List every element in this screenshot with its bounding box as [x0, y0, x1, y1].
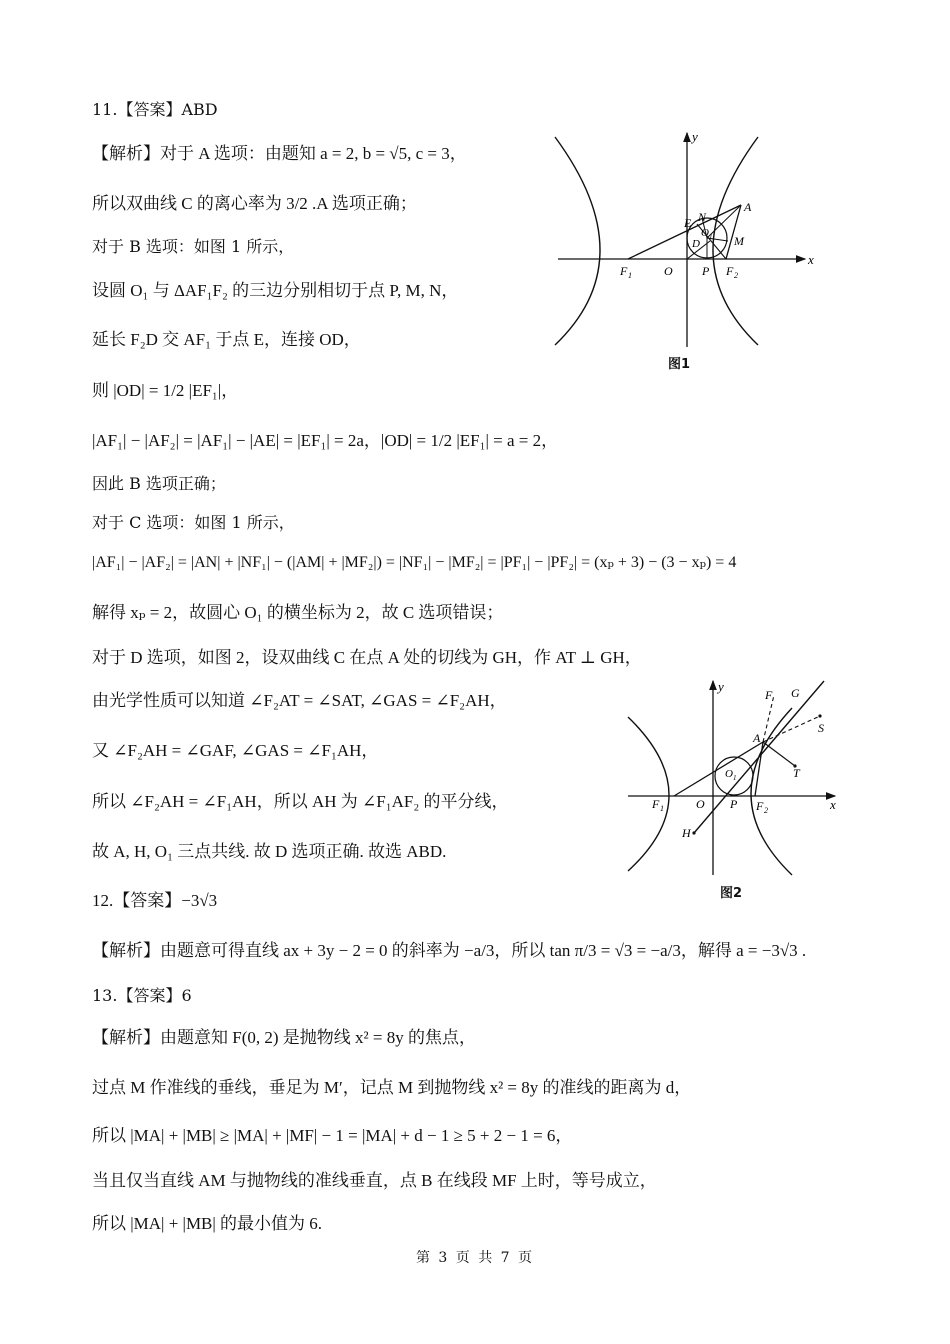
- figure-2-hyperbola: [622, 673, 844, 878]
- fig1-label-f2-sub: 2: [734, 271, 738, 280]
- fig1-label-m: M: [734, 234, 744, 248]
- solution-11-eccentricity: 所以双曲线 C 的离心率为 3/2 .A 选项正确；: [92, 194, 417, 213]
- fig2-label-f1: F: [652, 797, 660, 811]
- solution-11-bisector: 所以 ∠F₂AH = ∠F₁AH，所以 AH 为 ∠F₁AF₂ 的平分线，: [92, 792, 509, 811]
- fig2-label-f2: F: [756, 799, 764, 813]
- solution-13-inequality: 所以 |MA| + |MB| ≥ |MA| + |MF| − 1 = |MA| + d − 1 ≥ 5 + 2 − 1 = 6，: [92, 1126, 573, 1145]
- figure-2-caption: 图2: [720, 886, 743, 901]
- fig2-label-t: T: [793, 766, 800, 780]
- solution-11-option-b: 对于 B 选项：如图 1 所示，: [92, 237, 295, 256]
- fig2-label-p: P: [730, 797, 738, 811]
- fig2-label-o1-sub: 1: [733, 774, 737, 782]
- fig1-label-o1-sub: 1: [709, 233, 713, 241]
- fig2-label-s: S: [818, 721, 824, 735]
- solution-11-od-half: 则 |OD| = 1/2 |EF₁|，: [92, 381, 239, 400]
- fig2-label-x: x: [830, 797, 836, 812]
- solution-11-angle-equal: 又 ∠F₂AH = ∠GAF, ∠GAS = ∠F₁AH，: [92, 741, 379, 760]
- fig1-label-p: P: [702, 264, 710, 278]
- solution-11-b-correct: 因此 B 选项正确；: [92, 474, 226, 493]
- fig1-label-x: x: [808, 252, 814, 267]
- fig2-label-o1: O: [725, 768, 733, 780]
- solution-11-tangent-points: 设圆 O₁ 与 ΔAF₁F₂ 的三边分别相切于点 P, M, N，: [92, 281, 459, 300]
- figure-1-hyperbola: [550, 125, 820, 350]
- fig1-label-f2: F: [726, 264, 734, 278]
- fig2-label-y: y: [718, 679, 724, 694]
- fig1-label-o: O: [664, 264, 673, 278]
- fig2-label-f1-sub: 1: [660, 804, 664, 813]
- fig2-label-h: H: [682, 826, 691, 840]
- solution-11-c-result: 解得 xₚ = 2，故圆心 O₁ 的横坐标为 2，故 C 选项错误；: [92, 603, 504, 622]
- fig2-label-o: O: [696, 797, 705, 811]
- solution-11-collinear: 故 A, H, O₁ 三点共线. 故 D 选项正确. 故选 ABD.: [92, 842, 447, 861]
- solution-13-equality-condition: 当且仅当直线 AM 与抛物线的准线垂直，点 B 在线段 MF 上时，等号成立，: [92, 1171, 657, 1190]
- answer-11-heading: 11.【答案】ABD: [92, 100, 218, 119]
- solution-11-c-equation: |AF₁| − |AF₂| = |AN| + |NF₁| − (|AM| + |MF₂|) = |NF₁| − |MF₂| = |PF₁| − |PF₂| = (xₚ + 3) − (3 − xₚ) = 4: [92, 554, 737, 571]
- answer-12-heading: 12.【答案】−3√3: [92, 891, 218, 910]
- figure-1-caption: 图1: [668, 357, 691, 372]
- solution-11-line-a: 【解析】对于 A 选项：由题知 a = 2, b = √5, c = 3，: [92, 144, 467, 163]
- fig2-label-g: G: [791, 686, 800, 700]
- fig1-label-d: D: [692, 238, 700, 250]
- solution-13-directrix: 过点 M 作准线的垂线，垂足为 M′，记点 M 到抛物线 x² = 8y 的准线的距离为 d，: [92, 1078, 692, 1097]
- solution-11-extend-line: 延长 F₂D 交 AF₁ 于点 E，连接 OD，: [92, 330, 361, 349]
- solution-11-optical-property: 由光学性质可以知道 ∠F₂AT = ∠SAT, ∠GAS = ∠F₂AH，: [92, 691, 507, 710]
- solution-11-od-equation: |AF₁| − |AF₂| = |AF₁| − |AE| = |EF₁| = 2a，|OD| = 1/2 |EF₁| = a = 2，: [92, 431, 559, 450]
- fig1-label-f1-sub: 1: [628, 271, 632, 280]
- fig2-label-f2-sub: 2: [764, 806, 768, 815]
- fig1-label-y: y: [692, 129, 698, 144]
- solution-12: 【解析】由题意可得直线 ax + 3y − 2 = 0 的斜率为 −a/3，所以 tan π/3 = √3 = −a/3，解得 a = −3√3 .: [92, 941, 807, 960]
- fig2-label-a: A: [753, 731, 761, 745]
- answer-13-heading: 13.【答案】6: [92, 986, 192, 1005]
- solution-13-minimum: 所以 |MA| + |MB| 的最小值为 6.: [92, 1214, 323, 1233]
- solution-13-focus: 【解析】由题意知 F(0, 2) 是抛物线 x² = 8y 的焦点，: [92, 1028, 476, 1047]
- page-footer: 第 3 页 共 7 页: [415, 1250, 535, 1266]
- fig2-label-f: F: [765, 688, 773, 702]
- fig1-label-n: N: [698, 210, 707, 224]
- solution-11-option-c: 对于 C 选项：如图 1 所示，: [92, 513, 295, 532]
- fig1-label-f1: F: [620, 264, 628, 278]
- fig1-label-e: E: [684, 216, 692, 230]
- fig1-label-a: A: [744, 200, 752, 214]
- solution-11-option-d: 对于 D 选项，如图 2，设双曲线 C 在点 A 处的切线为 GH，作 AT ⊥ GH，: [92, 648, 642, 667]
- fig1-label-o1: O: [701, 227, 709, 239]
